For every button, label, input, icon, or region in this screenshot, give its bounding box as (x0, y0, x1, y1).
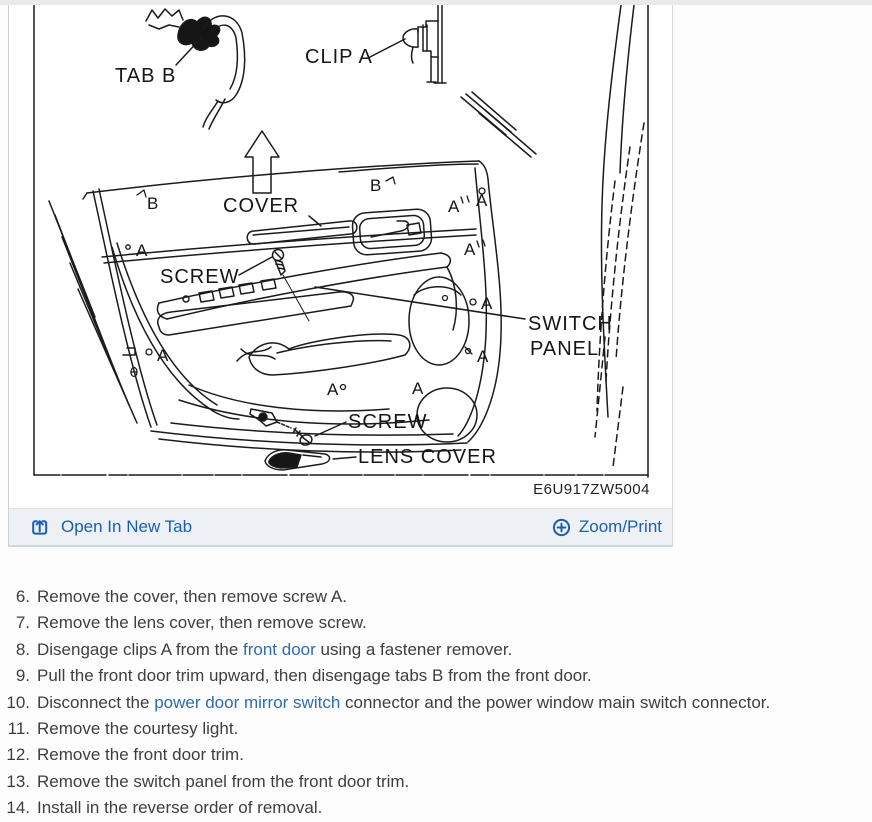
switch-panel-label-line2: PANEL (530, 338, 600, 360)
marker-a6: A (157, 346, 169, 365)
switch-panel-label-line1: SWITCH (528, 313, 613, 335)
step-text: Install in the reverse order of removal. (37, 798, 323, 818)
step-number: 7. (15, 613, 30, 633)
step-text: Remove the switch panel from the front door trim. (37, 771, 410, 791)
step-number: 10. (6, 692, 30, 712)
step-number: 6. (15, 587, 30, 606)
step-text: Remove the front door trim. (37, 745, 244, 765)
step-item (4, 716, 868, 742)
step-item (4, 584, 868, 610)
marker-a5: A (481, 294, 493, 313)
lens-cover-label: LENS COVER (358, 446, 497, 468)
step-number: 13. (6, 771, 30, 791)
marker-b2: B (370, 176, 382, 195)
step-item (4, 769, 868, 795)
marker-a3: A (476, 191, 488, 210)
door-trim-diagram (9, 5, 671, 505)
zoom-print-button[interactable] (551, 517, 662, 538)
screw-upper-label: SCREW (160, 266, 240, 288)
clip-a-label: CLIP A (305, 46, 373, 68)
step-number: 9. (15, 666, 30, 686)
step-number: 11. (7, 719, 30, 739)
screw-lower-label: SCREW (348, 411, 428, 433)
instruction-steps (4, 584, 868, 822)
figure-code: E6U917ZW5004 (533, 481, 650, 498)
marker-b1: B (147, 194, 159, 213)
image-toolbar (9, 508, 672, 545)
door-frame-lines (595, 5, 644, 467)
open-in-new-tab-label: Open In New Tab (61, 517, 193, 536)
marker-a7: A (327, 380, 339, 399)
step-item (4, 742, 868, 768)
zoom-print-label: Zoom/Print (578, 517, 662, 536)
step-item (4, 663, 868, 689)
step-text: Remove the lens cover, then remove screw. (37, 613, 367, 633)
cover-label: COVER (223, 195, 300, 217)
step-text: Disengage clips A from the (37, 639, 244, 659)
step-text: Pull the front door trim upward, then disengage tabs B from the front door. (37, 666, 592, 686)
step-number: 12. (6, 745, 30, 765)
marker-a2: A (448, 197, 460, 216)
step-text: Disconnect the (37, 692, 155, 712)
callout-labels (115, 46, 650, 498)
step-item (4, 637, 868, 663)
clip-a-drawing (370, 5, 536, 157)
open-in-new-tab-icon (30, 517, 50, 537)
diagram-panel (8, 5, 673, 545)
tab-b-label: TAB B (115, 65, 177, 87)
marker-a1: A (136, 241, 148, 260)
zoom-plus-icon (551, 517, 572, 538)
up-arrow-icon (245, 131, 279, 193)
step-item (4, 610, 868, 636)
step-text: using a fastener remover. (315, 639, 513, 659)
step-text: Remove the cover, then remove screw A. (37, 587, 347, 606)
marker-a9: A (477, 347, 489, 366)
step-number: 8. (15, 639, 30, 659)
marker-a4: A (464, 240, 476, 259)
power-door-mirror-switch-link[interactable]: power door mirror switch (154, 692, 341, 712)
open-in-new-tab-button[interactable] (30, 517, 192, 537)
step-item (4, 690, 868, 716)
step-text: Remove the courtesy light. (37, 719, 239, 739)
step-text: connector and the power window main switch connector. (340, 692, 771, 712)
switch-panel-leader (315, 287, 525, 319)
marker-a8: A (412, 379, 424, 398)
front-door-link[interactable]: front door (243, 639, 316, 659)
step-number: 14. (6, 798, 30, 818)
